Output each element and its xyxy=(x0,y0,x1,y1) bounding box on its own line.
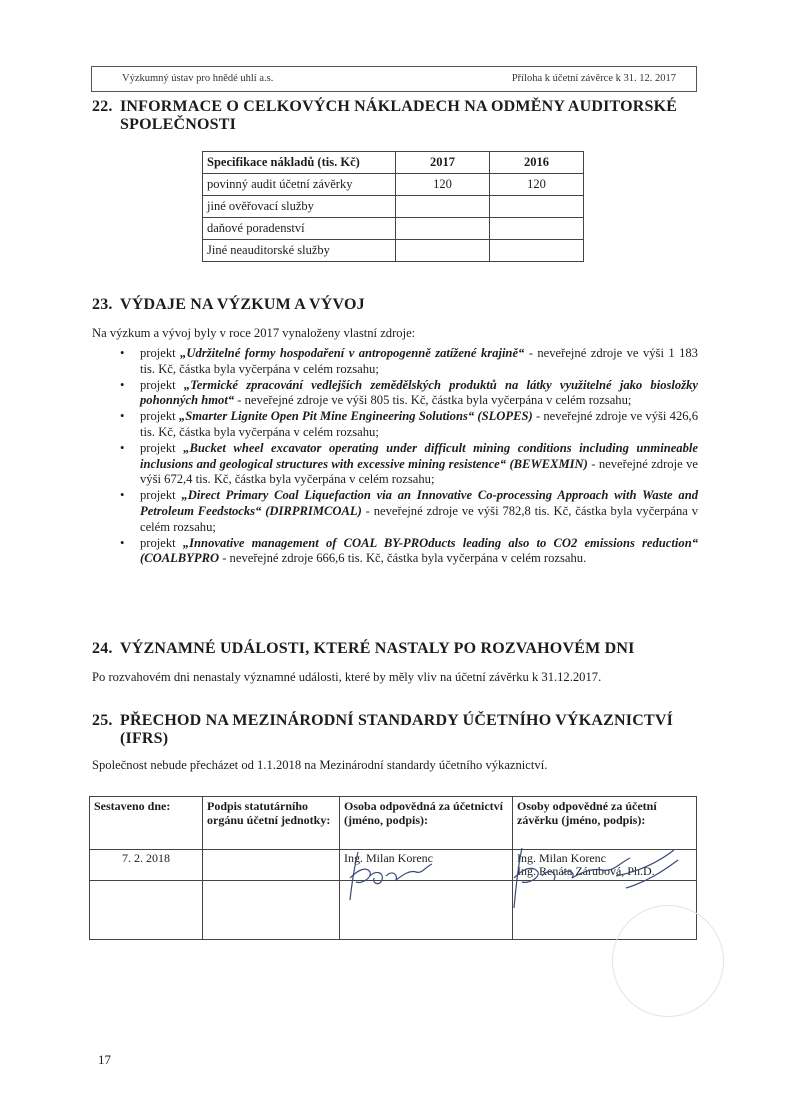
audit-costs-table xyxy=(202,151,584,262)
cell-2016 xyxy=(490,240,584,262)
cell-label: Jiné neauditorské služby xyxy=(203,240,396,262)
section-23-number: 23. xyxy=(92,296,113,313)
statutory-signature-cell xyxy=(203,850,340,881)
col-accounting-person: Osoba odpovědná za účetnictví (jméno, podpis): xyxy=(340,797,513,850)
table-row xyxy=(203,174,584,196)
section-23-heading xyxy=(92,296,365,314)
list-item: • projekt „Innovative management of COAL BY-PROducts leading also to CO2 emissions reduction“ (COALBYPRO - neveřejné zdroje 666,6 tis. Kč, částka byla vyčerpána v celém rozsahu. xyxy=(118,536,698,568)
table-row xyxy=(203,218,584,240)
section-25-number: 25. xyxy=(92,712,113,729)
section-25-title-line2: (IFRS) xyxy=(120,730,169,747)
table-row xyxy=(203,240,584,262)
list-item: • projekt „Termické zpracování vedlejších zemědělských produktů na látky využitelné jako biosložky pohonných hmot“ - neveřejné zdroje ve výši 805 tis. Kč, částka byla vyčerpána v celém rozsahu; xyxy=(118,378,698,410)
col-closing-persons: Osoby odpovědné za účetní závěrku (jméno, podpis): xyxy=(513,797,697,850)
cell-2017 xyxy=(396,196,490,218)
col-2016: 2016 xyxy=(490,152,584,174)
header-company: Výzkumný ústav pro hnědé uhlí a.s. xyxy=(122,73,274,84)
accounting-person-name: Ing. Milan Korenc xyxy=(340,850,513,881)
section-22-title-line1: INFORMACE O CELKOVÝCH NÁKLADECH NA ODMĚNY AUDITORSKÉ xyxy=(120,98,678,115)
section-22-title-line2: SPOLEČNOSTI xyxy=(120,116,237,133)
section-25-heading xyxy=(92,712,702,748)
col-date: Sestaveno dne: xyxy=(90,797,203,850)
list-item: • projekt „Direct Primary Coal Liquefaction via an Innovative Co-processing Approach with Waste and Petroleum Feedstocks“ (DIRPRIMCOAL) - neveřejné zdroje ve výši 782,8 tis. Kč, částka byla vyčerpána v celém rozsahu; xyxy=(118,488,698,535)
cell-2016 xyxy=(490,218,584,240)
page-header xyxy=(91,66,697,92)
project-name: „Termické zpracování vedlejších zemědělských produktů na látky využitelné jako biosložky pohonných hmot“ xyxy=(140,377,698,408)
table-row xyxy=(203,196,584,218)
signature-closing-persons-icon xyxy=(506,842,686,912)
stamp-icon xyxy=(612,905,724,1017)
col-statutory-signature: Podpis statutárního orgánu účetní jednotky: xyxy=(203,797,340,850)
cell-2016: 120 xyxy=(490,174,584,196)
section-23-intro: Na výzkum a vývoj byly v roce 2017 vynaloženy vlastní zdroje: xyxy=(92,326,416,340)
cell-label: povinný audit účetní závěrky xyxy=(203,174,396,196)
project-name: „Innovative management of COAL BY-PROducts leading also to CO2 emissions reduction“ (COALBYPRO xyxy=(140,535,698,566)
page-number: 17 xyxy=(98,1052,111,1067)
cell-label: jiné ověřovací služby xyxy=(203,196,396,218)
project-name: „Bucket wheel excavator operating under difficult mining conditions including unmineable inclusions and geological structures with excessive mining resistence“ (BEWEXMIN) xyxy=(140,440,698,471)
project-name: „Udržitelné formy hospodaření v antropogenně zatížené krajině“ xyxy=(180,346,525,360)
header-attachment: Příloha k účetní závěrce k 31. 12. 2017 xyxy=(511,73,676,84)
closing-person-2: Ing. Renáta Zárubová, Ph.D. xyxy=(517,864,655,878)
list-item: • projekt „Udržitelné formy hospodaření v antropogenně zatížené krajině“ - neveřejné zdroje ve výši 1 183 tis. Kč, částka byla vyčerpána v celém rozsahu; xyxy=(118,346,698,378)
col-spec: Specifikace nákladů (tis. Kč) xyxy=(203,152,396,174)
col-2017: 2017 xyxy=(396,152,490,174)
project-name: „Smarter Lignite Open Pit Mine Engineering Solutions“ (SLOPES) xyxy=(178,409,533,424)
section-22-number: 22. xyxy=(92,98,113,115)
list-item: • projekt „Smarter Lignite Open Pit Mine Engineering Solutions“ (SLOPES) - neveřejné zdroje ve výši 426,6 tis. Kč, částka byla vyčerpána v celém rozsahu; xyxy=(118,409,698,441)
section-24-title: VÝZNAMNÉ UDÁLOSTI, KTERÉ NASTALY PO ROZVAHOVÉM DNI xyxy=(120,640,635,657)
table-header-row xyxy=(203,152,584,174)
signature-korenc-icon xyxy=(340,848,450,904)
project-name: „Direct Primary Coal Liquefaction via an Innovative Co-processing Approach with Waste and Petroleum Feedstocks“ (DIRPRIMCOAL) xyxy=(140,488,698,518)
section-24-text: Po rozvahovém dni nenastaly významné události, které by měly vliv na účetní závěrku k 31.12.2017. xyxy=(92,670,602,684)
section-24-number: 24. xyxy=(92,640,113,657)
cell-2017: 120 xyxy=(396,174,490,196)
cell-2017 xyxy=(396,218,490,240)
section-22-heading xyxy=(92,98,702,134)
section-24-heading xyxy=(92,640,635,658)
section-25-text: Společnost nebude přecházet od 1.1.2018 na Mezinárodní standardy účetního výkaznictví. xyxy=(92,758,548,772)
section-23-title: VÝDAJE NA VÝZKUM A VÝVOJ xyxy=(120,296,365,313)
list-item: • projekt „Bucket wheel excavator operating under difficult mining conditions including unmineable inclusions and geological structures with excessive mining resistence“ (BEWEXMIN) - neveřejné zdroje ve výši 672,4 tis. Kč, částka byla vyčerpána v celém rozsahu; xyxy=(118,441,698,488)
cell-label: daňové poradenství xyxy=(203,218,396,240)
sign-date: 7. 2. 2018 xyxy=(90,850,203,881)
closing-person-1: Ing. Milan Korenc xyxy=(517,851,606,865)
cell-2016 xyxy=(490,196,584,218)
section-25-title-line1: PŘECHOD NA MEZINÁRODNÍ STANDARDY ÚČETNÍHO VÝKAZNICTVÍ xyxy=(120,712,674,729)
cell-2017 xyxy=(396,240,490,262)
rnd-project-list xyxy=(118,346,698,567)
